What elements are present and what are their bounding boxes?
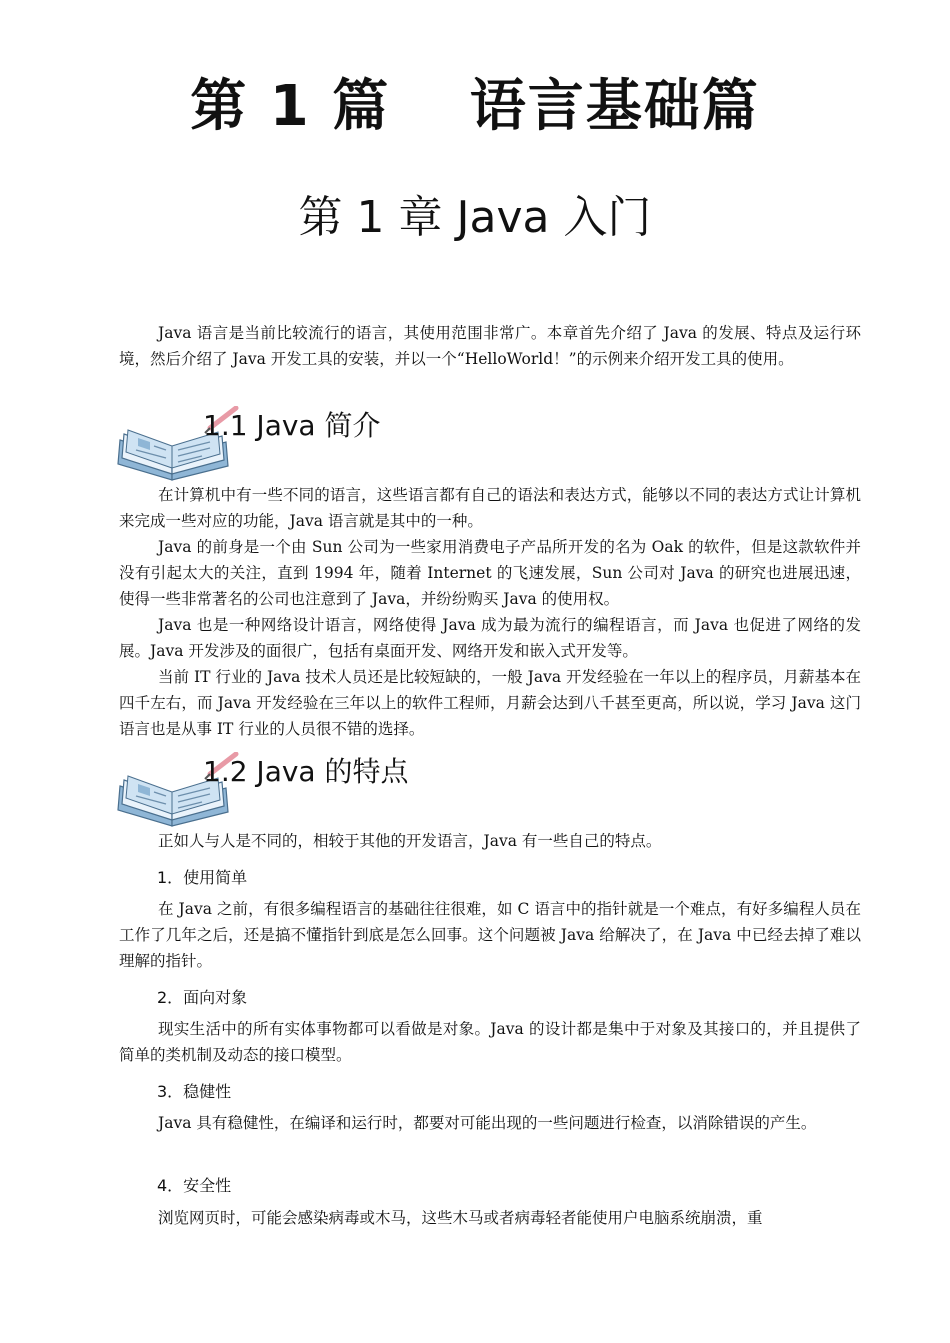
feature-text: 在 Java 之前，有很多编程语言的基础往往很难，如 C 语言中的指针就是一个难点，有好多编程人员在工作了几年之后，还是搞不懂指针到底是怎么回事。这个问题被 Java 给解决了，在 Java 中已经去掉了难以理解的指针。 <box>119 900 861 970</box>
section-1-1-paragraph: Java 的前身是一个由 Sun 公司为一些家用消费电子产品所开发的名为 Oak 的软件，但是这款软件并没有引起太大的关注，直到 1994 年，随着 Internet 的飞速发展，Sun 公司对 Java 的研究也进展迅速，使得一些非常著名的公司也注意到了 Java，并纷纷购买 Java 的使用权。 <box>119 538 861 608</box>
feature-text: 现实生活中的所有实体事物都可以看做是对象。Java 的设计都是集中于对象及其接口的，并且提供了简单的类机制及动态的接口模型。 <box>119 1020 861 1064</box>
chapter-title: 第 1 章 Java 入门 <box>298 192 652 243</box>
part-title: 第 1 篇 语言基础篇 <box>190 74 760 139</box>
section-1-1-paragraph: 当前 IT 行业的 Java 技术人员还是比较短缺的，一般 Java 开发经验在一年以上的程序员，月薪基本在四千左右，而 Java 开发经验在三年以上的软件工程师，月薪会达到八千甚至更高，所以说，学习 Java 这门语言也是从事 IT 行业的人员很不错的选择。 <box>119 668 861 738</box>
section-1-1-paragraph: 在计算机中有一些不同的语言，这些语言都有自己的语法和表达方式，能够以不同的表达方式让计算机来完成一些对应的功能，Java 语言就是其中的一种。 <box>119 486 861 530</box>
feature-text: Java 具有稳健性，在编译和运行时，都要对可能出现的一些问题进行检查，以消除错误的产生。 <box>158 1114 817 1132</box>
feature-text: 浏览网页时，可能会感染病毒或木马，这些木马或者病毒轻者能使用户电脑系统崩溃，重 <box>158 1209 763 1227</box>
feature-heading: 1．使用简单 <box>157 868 248 887</box>
feature-heading: 2．面向对象 <box>157 988 248 1007</box>
section-title: 1.1 Java 简介 <box>203 409 381 442</box>
feature-heading: 4．安全性 <box>157 1176 232 1195</box>
section-heading-1-1 <box>110 404 610 484</box>
feature-heading: 3．稳健性 <box>157 1082 232 1101</box>
section-1-1-paragraph: Java 也是一种网络设计语言，网络使得 Java 成为最为流行的编程语言，而 Java 也促进了网络的发展。Java 开发涉及的面很广，包括有桌面开发、网络开发和嵌入式开发等。 <box>119 616 861 660</box>
chapter-intro: Java 语言是当前比较流行的语言，其使用范围非常广。本章首先介绍了 Java 的发展、特点及运行环境，然后介绍了 Java 开发工具的安装，并以一个“HelloWorld！”的示例来介绍开发工具的使用。 <box>119 324 861 368</box>
section-1-2-paragraph: 正如人与人是不同的，相较于其他的开发语言，Java 有一些自己的特点。 <box>158 832 662 850</box>
section-heading-1-2 <box>110 750 610 830</box>
section-title: 1.2 Java 的特点 <box>203 755 409 788</box>
